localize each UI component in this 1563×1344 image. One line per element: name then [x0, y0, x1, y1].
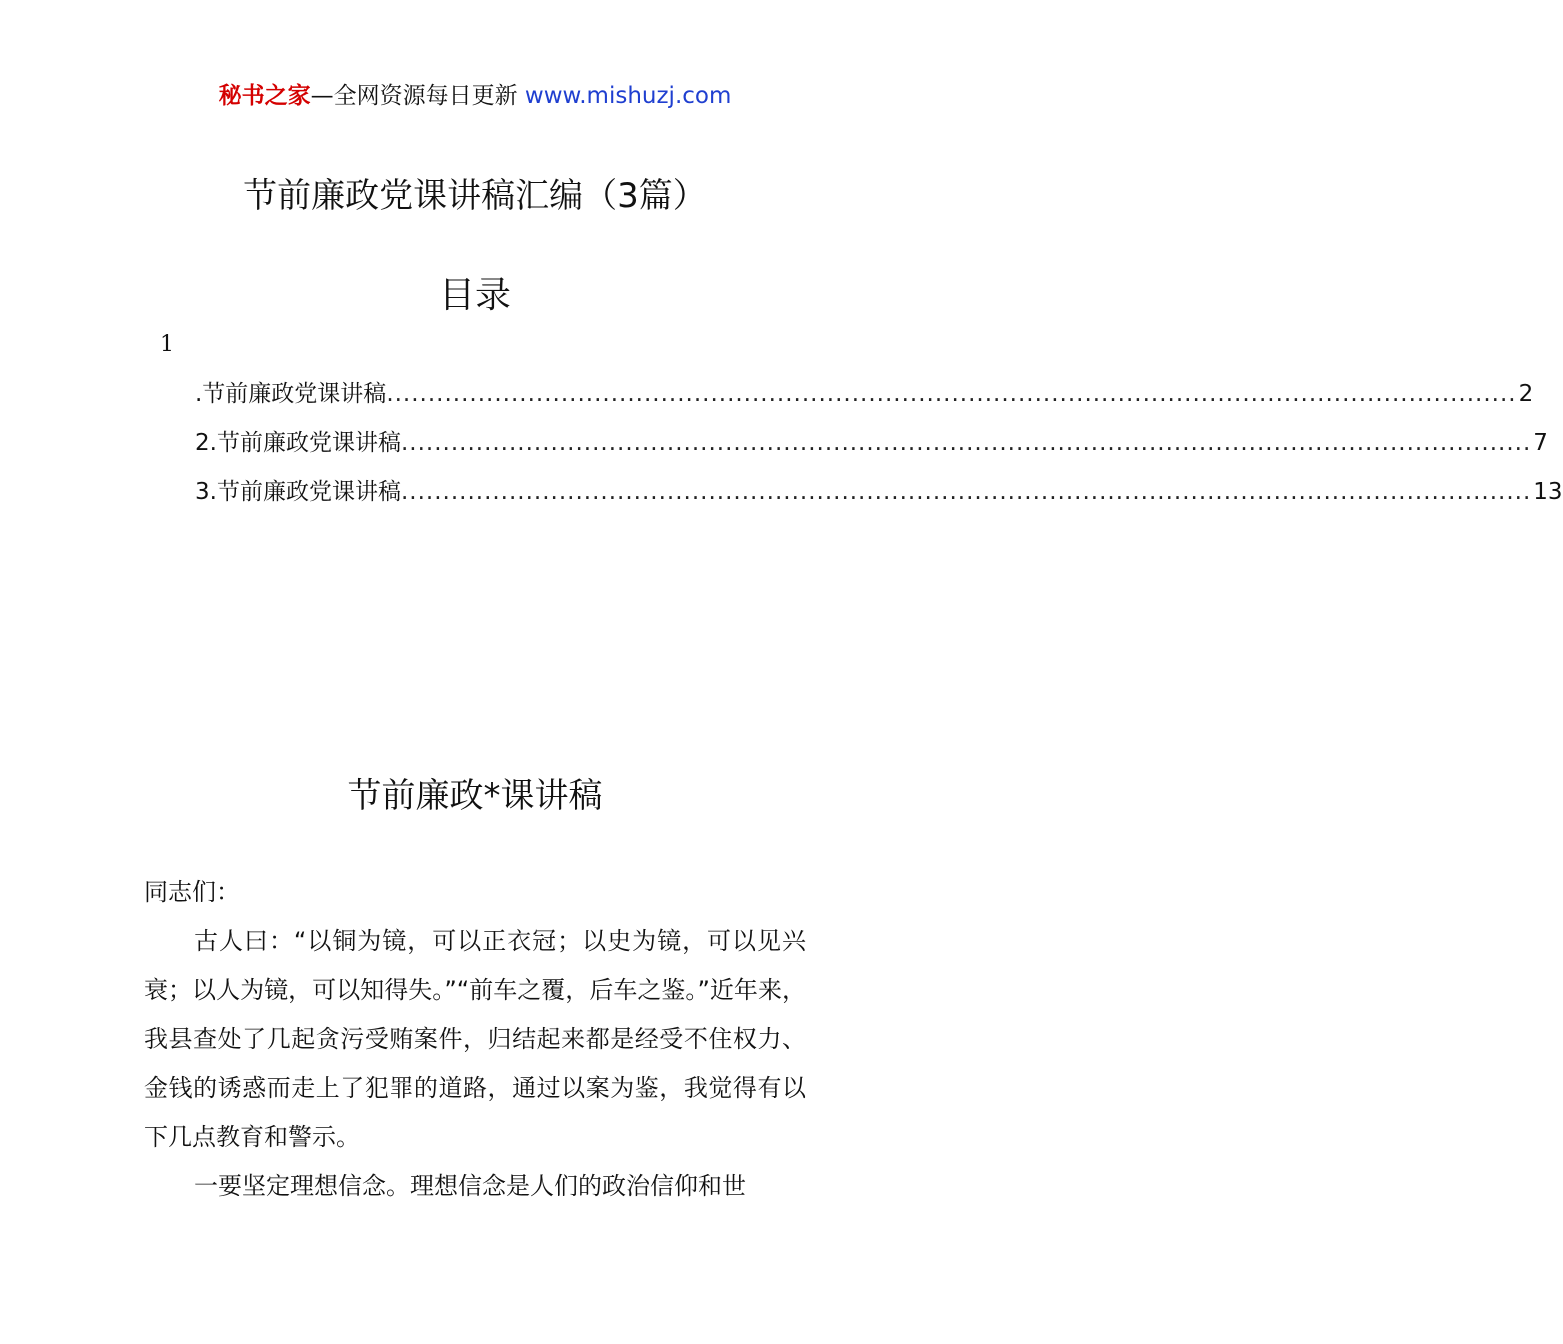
body-text — [144, 868, 806, 1211]
toc-entry-label: .节前廉政党课讲稿 — [195, 381, 387, 407]
body-paragraph: 古人曰：“以铜为镜，可以正衣冠；以史为镜，可以见兴衰；以人为镜，可以知得失。”“前车之覆，后车之鉴。”近年来，我县查处了几起贪污受贿案件，归结起来都是经受不住权力、金钱的诱惑而走上了犯罪的道路，通过以案为鉴，我觉得有以下几点教育和警示。 — [144, 927, 806, 1151]
toc-entry-page: 2 — [1518, 381, 1534, 407]
salutation: 同志们： — [144, 878, 240, 906]
toc-title: 目录 — [438, 275, 511, 316]
toc-entry-label: 2.节前廉政党课讲稿 — [195, 430, 401, 456]
toc-dot-leader: ........................................................................................................................................ — [386, 381, 1517, 407]
toc-dot-leader: ........................................................................................................................................ — [400, 430, 1532, 456]
toc-entry-page: 7 — [1533, 430, 1548, 456]
toc-stray-number: 1 — [160, 332, 174, 357]
toc-entry[interactable] — [195, 376, 1534, 425]
site-tagline: —全网资源每日更新 — [310, 83, 525, 109]
document-title: 节前廉政党课讲稿汇编（3篇） — [243, 176, 707, 216]
toc-entry-page: 13 — [1533, 479, 1563, 505]
body-paragraph: 一要坚定理想信念。理想信念是人们的政治信仰和世 — [194, 1172, 746, 1200]
toc-entry[interactable] — [195, 474, 1563, 523]
toc-entry-label: 3.节前廉政党课讲稿 — [195, 479, 401, 505]
section-title: 节前廉政*课讲稿 — [347, 776, 603, 816]
site-url-link[interactable]: www.mishuzj.com — [524, 83, 732, 109]
site-header — [0, 78, 950, 114]
toc-dot-leader: ........................................................................................................................................ — [400, 479, 1532, 505]
site-name: 秘书之家 — [218, 83, 311, 109]
toc-list — [195, 376, 1563, 523]
toc-entry[interactable] — [195, 425, 1548, 474]
